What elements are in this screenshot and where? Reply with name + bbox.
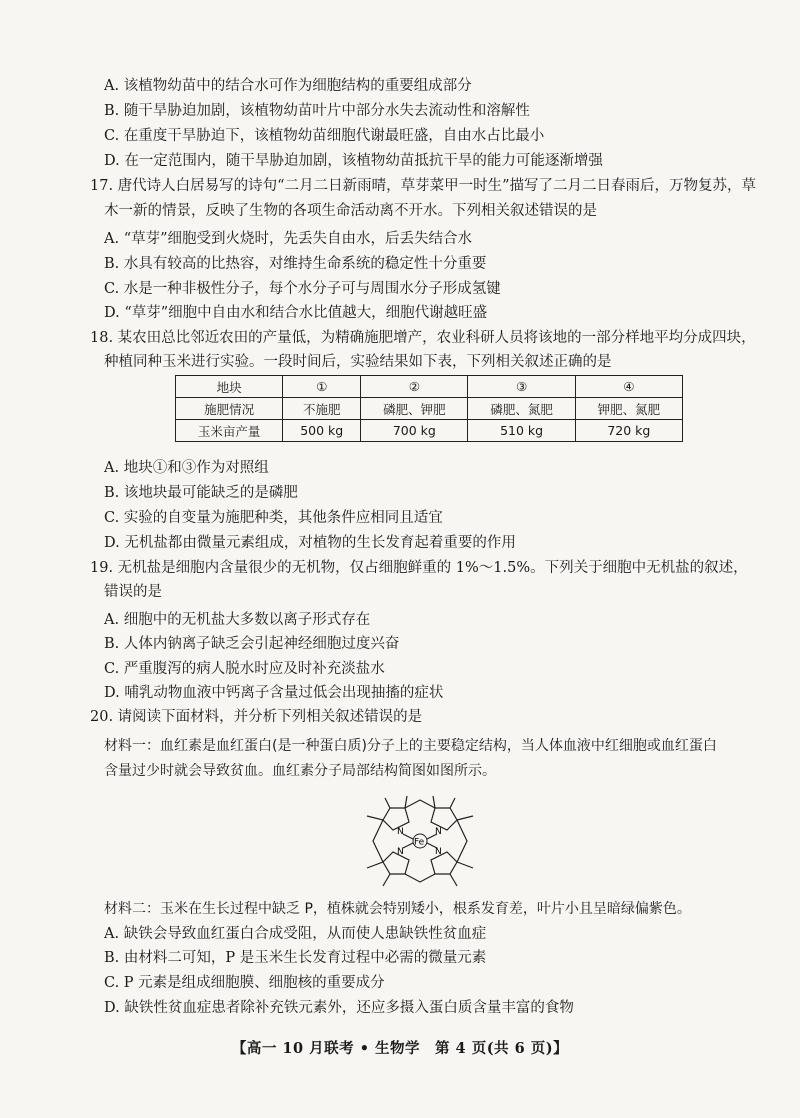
q19-option-d: D. 哺乳动物血液中钙离子含量过低会出现抽搐的症状 xyxy=(104,685,444,701)
table-cell: 地块 xyxy=(176,376,283,398)
page-footer: 【高一 10 月联考 • 生物学 第 4 页(共 6 页)】 xyxy=(231,1040,569,1057)
table-cell: ④ xyxy=(575,376,682,398)
table-cell: ② xyxy=(361,376,468,398)
q18-stem-line1: 18. 某农田总比邻近农田的产量低，为精确施肥增产，农业科研人员将该地的一部分样地平均分成四块， xyxy=(90,330,756,346)
table-cell: 700 kg xyxy=(361,420,468,442)
q17-emphasis: 错误 xyxy=(539,203,568,219)
q19-option-c: C. 严重腹泻的病人脱水时应及时补充淡盐水 xyxy=(104,661,385,677)
q17-stem-line1: 17. 唐代诗人白居易写的诗句“二月二日新雨晴，草芽菜甲一时生”描写了二月二日春雨后，万物复苏，草 xyxy=(90,178,756,194)
table-cell: 500 kg xyxy=(283,420,361,442)
fertilizer-yield-table xyxy=(175,375,683,442)
table-row xyxy=(176,376,683,398)
q17-option-b: B. 水具有较高的比热容，对维持生命系统的稳定性十分重要 xyxy=(104,256,487,272)
q16-option-a: A. 该植物幼苗中的结合水可作为细胞结构的重要组成部分 xyxy=(104,78,472,94)
q16-option-c: C. 在重度干旱胁迫下，该植物幼苗细胞代谢最旺盛，自由水占比最小 xyxy=(104,128,545,144)
q16-option-d: D. 在一定范围内，随干旱胁迫加剧，该植物幼苗抵抗干旱的能力可能逐渐增强 xyxy=(104,153,603,169)
table-cell: 510 kg xyxy=(468,420,575,442)
q19-emphasis: 错误 xyxy=(104,584,133,600)
q19-stem-line2 xyxy=(104,582,760,602)
q20-option-d: D. 缺铁性贫血症患者除补充铁元素外，还应多摄入蛋白质含量丰富的食物 xyxy=(104,1000,574,1016)
q20-emphasis: 错误 xyxy=(364,709,394,725)
q18-option-a: A. 地块①和③作为对照组 xyxy=(104,460,269,476)
table-cell: ③ xyxy=(468,376,575,398)
q20-option-c: C. P 元素是组成细胞膜、细胞核的重要成分 xyxy=(104,975,385,991)
q18-option-d: D. 无机盐都由微量元素组成，对植物的生长发育起着重要的作用 xyxy=(104,535,516,551)
q17-stem-tail: 的是 xyxy=(568,203,597,219)
q17-stem-line2 xyxy=(104,201,760,221)
q20-stem xyxy=(90,707,760,727)
q16-option-b: B. 随干旱胁迫加剧，该植物幼苗叶片中部分水失去流动性和溶解性 xyxy=(104,103,530,119)
q17-stem-text: 木一新的情景，反映了生物的各项生命活动离不开水。下列相关叙述 xyxy=(104,203,539,219)
table-cell: 磷肥、氮肥 xyxy=(468,398,575,420)
q20-stem-text: 20. 请阅读下面材料，并分析下列相关叙述 xyxy=(90,709,365,725)
table-row xyxy=(176,398,683,420)
q19-option-a: A. 细胞中的无机盐大多数以离子形式存在 xyxy=(104,612,371,628)
table-cell: 磷肥、钾肥 xyxy=(361,398,468,420)
q20-option-b: B. 由材料二可知，P 是玉米生长发育过程中必需的微量元素 xyxy=(104,950,487,966)
material-two: 材料二：玉米在生长过程中缺乏 P，植株就会特别矮小，根系发育差，叶片小且呈暗绿偏紫色。 xyxy=(104,901,691,917)
table-cell: 不施肥 xyxy=(283,398,361,420)
table-cell: 钾肥、氮肥 xyxy=(575,398,682,420)
nitrogen-label: N xyxy=(397,827,404,837)
q17-option-c: C. 水是一种非极性分子，每个水分子可与周围水分子形成氢键 xyxy=(104,281,501,297)
q19-stem-tail: 的是 xyxy=(133,584,162,600)
q18-option-c: C. 实验的自变量为施肥种类，其他条件应相同且适宜 xyxy=(104,510,443,526)
q19-stem-line1: 19. 无机盐是细胞内含量很少的无机物，仅占细胞鲜重的 1%～1.5%。下列关于细胞中无机盐的叙述， xyxy=(90,560,748,576)
q19-option-b: B. 人体内钠离子缺乏会引起神经细胞过度兴奋 xyxy=(104,636,400,652)
heme-structure-diagram xyxy=(345,790,495,890)
table-cell: 施肥情况 xyxy=(176,398,283,420)
table-row xyxy=(176,420,683,442)
nitrogen-label: N xyxy=(435,827,442,837)
q17-option-d: D. “草芽”细胞中自由水和结合水比值越大，细胞代谢越旺盛 xyxy=(104,305,488,321)
q20-stem-tail: 的是 xyxy=(393,709,423,725)
table-cell: 玉米亩产量 xyxy=(176,420,283,442)
nitrogen-label: N xyxy=(435,847,442,857)
material-one-line2: 含量过少时就会导致贫血。血红素分子局部结构简图如图所示。 xyxy=(104,763,496,779)
table-cell: ① xyxy=(283,376,361,398)
q18-stem-line2: 种植同种玉米进行实验。一段时间后，实验结果如下表，下列相关叙述正确的是 xyxy=(104,354,612,370)
q18-option-b: B. 该地块最可能缺乏的是磷肥 xyxy=(104,485,298,501)
material-one-line1: 材料一：血红素是血红蛋白(是一种蛋白质)分子上的主要稳定结构，当人体血液中红细胞或血红蛋白 xyxy=(104,738,717,754)
q17-option-a: A. “草芽”细胞受到火烧时，先丢失自由水，后丢失结合水 xyxy=(104,231,473,247)
table-cell: 720 kg xyxy=(575,420,682,442)
iron-label: Fe xyxy=(414,837,425,848)
nitrogen-label: N xyxy=(397,847,404,857)
q20-option-a: A. 缺铁会导致血红蛋白合成受阻，从而使人患缺铁性贫血症 xyxy=(104,926,487,942)
